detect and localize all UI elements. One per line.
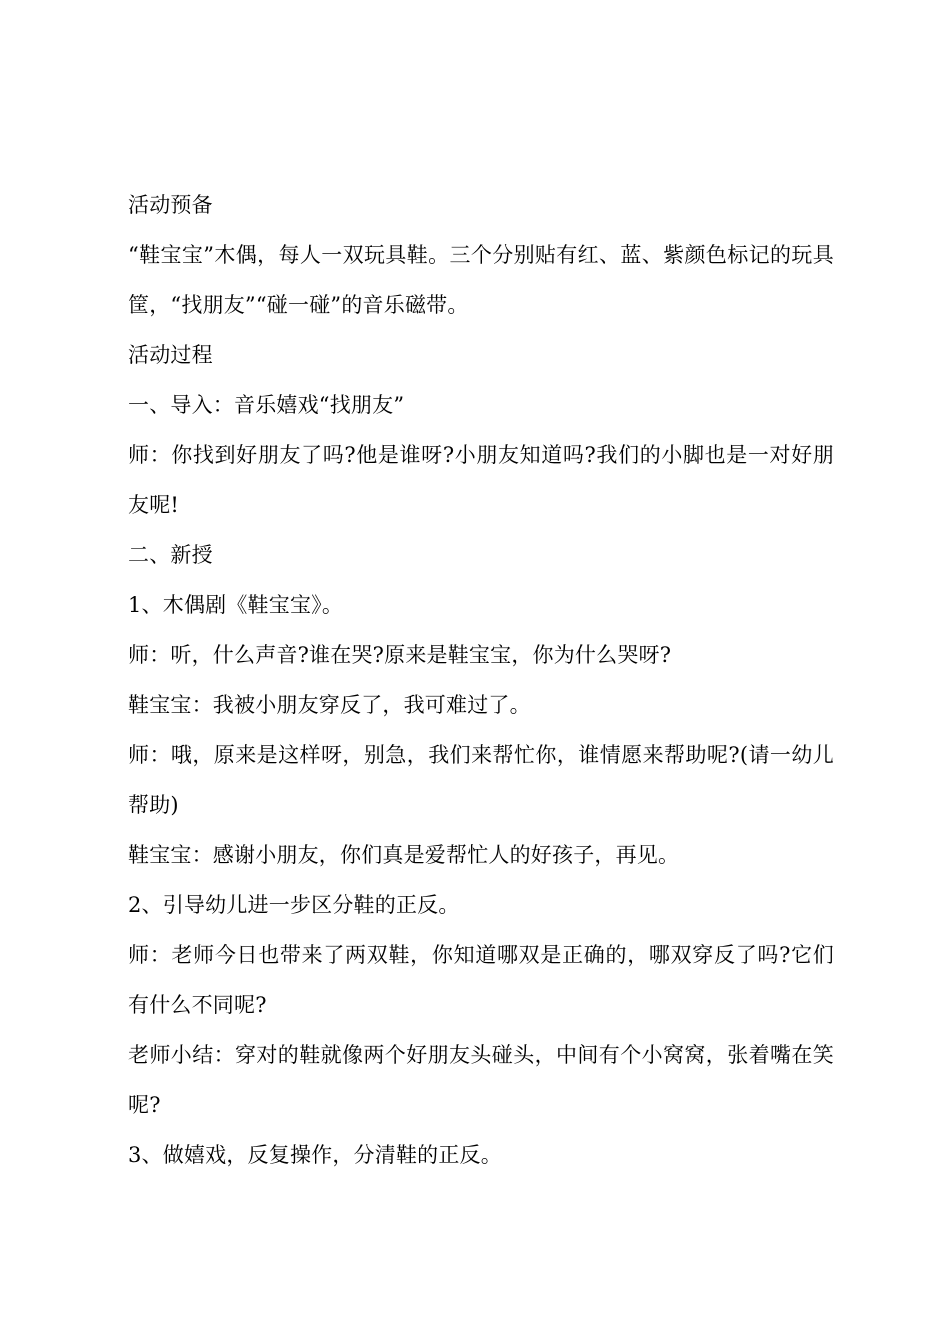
paragraph-teacher-2: 师：听，什么声音?谁在哭?原来是鞋宝宝，你为什么哭呀?: [128, 643, 672, 667]
paragraph-shoe-baby-2: 鞋宝宝：感谢小朋友，你们真是爱帮忙人的好孩子，再见。: [128, 843, 680, 867]
paragraph-teacher-summary: 老师小结：穿对的鞋就像两个好朋友头碰头，中间有个小窝窝，张着嘴在笑呢?: [128, 1043, 834, 1117]
paragraph-teacher-3: 师：哦，原来是这样呀，别急，我们来帮忙你，谁情愿来帮助呢?(请一幼儿帮助): [128, 743, 834, 817]
step-2-distinguish: 2、引导幼儿进一步区分鞋的正反。: [128, 893, 460, 917]
paragraph-teacher-1: 师：你找到好朋友了吗?他是谁呀?小朋友知道吗?我们的小脚也是一对好朋友呢!: [128, 443, 834, 517]
paragraph-teacher-4: 师：老师今日也带来了两双鞋，你知道哪双是正确的，哪双穿反了吗?它们有什么不同呢?: [128, 943, 834, 1017]
paragraph-materials: “鞋宝宝”木偶，每人一双玩具鞋。三个分别贴有红、蓝、紫颜色标记的玩具筐，“找朋友”“碰一碰”的音乐磁带。: [128, 243, 834, 317]
paragraph-shoe-baby-1: 鞋宝宝：我被小朋友穿反了，我可难过了。: [128, 693, 531, 717]
document-page: [128, 180, 834, 1180]
step-1-puppet-show: 1、木偶剧《鞋宝宝》。: [128, 593, 344, 617]
section-introduction: 一、导入：音乐嬉戏“找朋友”: [128, 393, 405, 417]
step-3-game: 3、做嬉戏，反复操作，分清鞋的正反。: [128, 1143, 502, 1167]
heading-activity-preparation: 活动预备: [128, 193, 213, 217]
section-new-lesson: 二、新授: [128, 543, 213, 567]
heading-activity-process: 活动过程: [128, 343, 213, 367]
